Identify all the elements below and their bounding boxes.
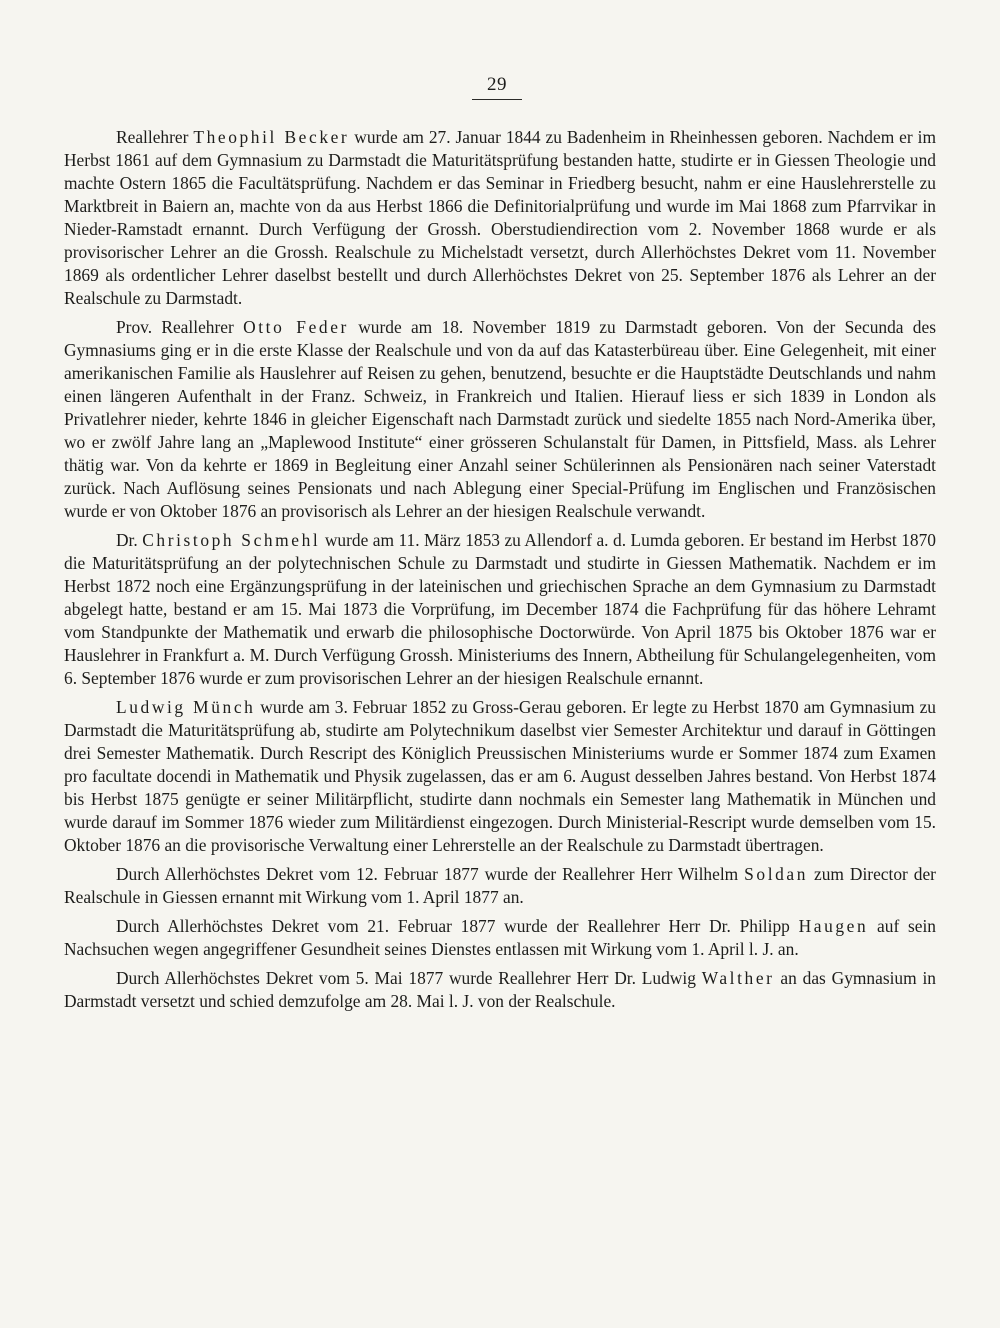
paragraph-text: auf sein Nachsuchen wegen angegriffener Gesundheit seines Dienstes entlassen mit Wirkung vom 1. April l. J. an. bbox=[64, 916, 936, 959]
paragraph-lead: Prov. Reallehrer bbox=[116, 317, 244, 337]
person-name: Ludwig Münch bbox=[116, 697, 256, 717]
paragraph-lead: Durch Allerhöchstes Dekret vom 12. Februar 1877 wurde der Reallehrer Herr Wilhelm bbox=[116, 864, 745, 884]
page-number-rule bbox=[472, 99, 522, 100]
person-name: Theophil Becker bbox=[193, 127, 350, 147]
person-name: Otto Feder bbox=[243, 317, 349, 337]
page-number: 29 bbox=[487, 74, 507, 95]
person-name: Christoph Schmehl bbox=[142, 530, 321, 550]
paragraph-text: wurde am 18. November 1819 zu Darmstadt geboren. Von der Secunda des Gymnasiums ging er in die erste Klasse der Realschule und von da auf das Katasterbüreau über. Eine Gelegenheit, mit einer amerikanischen Familie als Hauslehrer auf Reisen zu gehen, benutzend, besuchte er die Hauptstädte Deutschlands und nahm einen längeren Aufenthalt in der Franz. Schweiz, in Frankreich und Italien. Hierauf liess er sich 1839 in London als Privatlehrer nieder, kehrte 1846 in gleicher Eigenschaft nach Darmstadt zurück und siedelte 1855 nach Nord-Amerika über, wo er zwölf Jahre lang an „Maplewood Institute“ einer grösseren Schulanstalt für Damen, in Pittsfield, Mass. als Lehrer thätig war. Von da kehrte er 1869 in Begleitung einer Anzahl seiner Schülerinnen als Pensionären nach seiner Vaterstadt zurück. Nach Auflösung seines Pensionats und nach Ablegung einer Special-Prüfung im Englischen und Französischen wurde er von Oktober 1876 an provisorisch als Lehrer an der hiesigen Realschule verwandt. bbox=[64, 317, 936, 521]
paragraph-text: wurde am 11. März 1853 zu Allendorf a. d. Lumda geboren. Er bestand im Herbst 1870 die Maturitätsprüfung an der polytechnischen Schule zu Darmstadt und studirte in Giessen Mathematik. Nachdem er im Herbst 1872 noch eine Ergänzungsprüfung in der lateinischen und griechischen Sprache an dem Gymnasium zu Darmstadt abgelegt hatte, bestand er am 15. Mai 1873 die Vorprüfung, im December 1874 die Fachprüfung für das höhere Lehramt vom Standpunkte der Mathematik und erwarb die philosophische Doctorwürde. Von April 1875 bis Oktober 1876 war er Hauslehrer in Frankfurt a. M. Durch Verfügung Grossh. Ministeriums des Innern, Abtheilung für Schulangelegenheiten, vom 6. September 1876 wurde er zum provisorischen Lehrer an der hiesigen Realschule ernannt. bbox=[64, 530, 936, 688]
paragraph-lead: Reallehrer bbox=[116, 127, 194, 147]
paragraph-lead: Dr. bbox=[116, 530, 143, 550]
paragraph-haugen bbox=[64, 915, 936, 961]
paragraph-soldan bbox=[64, 863, 936, 909]
paragraph-feder bbox=[64, 316, 936, 523]
paragraph-lead: Durch Allerhöchstes Dekret vom 5. Mai 1877 wurde Reallehrer Herr Dr. Ludwig bbox=[116, 968, 702, 988]
person-name: Walther bbox=[701, 968, 775, 988]
person-name: Soldan bbox=[744, 864, 809, 884]
paragraph-becker bbox=[64, 126, 936, 310]
paragraph-text: zum Director der Realschule in Giessen ernannt mit Wirkung vom 1. April 1877 an. bbox=[64, 864, 936, 907]
person-name: Haugen bbox=[798, 916, 869, 936]
paragraph-walther bbox=[64, 967, 936, 1013]
paragraph-text: an das Gymnasium in Darmstadt versetzt und schied demzufolge am 28. Mai l. J. von der Realschule. bbox=[64, 968, 937, 1011]
paragraph-text: wurde am 27. Januar 1844 zu Badenheim in Rheinhessen geboren. Nachdem er im Herbst 1861 auf dem Gymnasium zu Darmstadt die Maturitätsprüfung bestanden hatte, studirte er in Giessen Theologie und machte Ostern 1865 die Facultätsprüfung. Nachdem er das Seminar in Friedberg besucht, nahm er eine Hauslehrerstelle zu Marktbreit in Baiern an, machte von da aus Herbst 1866 die Definitorialprüfung und wurde im Mai 1868 zum Pfarrvikar in Nieder-Ramstadt ernannt. Durch Verfügung der Grossh. Oberstudiendirection vom 2. November 1868 wurde er als provisorischer Lehrer an die Grossh. Realschule zu Michelstadt versetzt, durch Allerhöchstes Dekret vom 11. November 1869 als ordentlicher Lehrer daselbst bestellt und durch Allerhöchstes Dekret von 25. September 1876 als Lehrer an der Realschule zu Darmstadt. bbox=[64, 127, 936, 308]
body-text bbox=[64, 126, 936, 1019]
paragraph-lead: Durch Allerhöchstes Dekret vom 21. Februar 1877 wurde der Reallehrer Herr Dr. Philipp bbox=[116, 916, 799, 936]
paragraph-muench bbox=[64, 696, 936, 857]
paragraph-text: wurde am 3. Februar 1852 zu Gross-Gerau geboren. Er legte zu Herbst 1870 am Gymnasium zu Darmstadt die Maturitätsprüfung ab, studirte am Polytechnikum daselbst vier Semester Architektur und darauf in Göttingen drei Semester Mathematik. Durch Rescript des Königlich Preussischen Ministeriums wurde er Sommer 1874 zum Examen pro facultate docendi in Mathematik und Physik zugelassen, das er am 6. August desselben Jahres bestand. Von Herbst 1874 bis Herbst 1875 genügte er seiner Militärpflicht, studirte dann nochmals ein Semester lang Mathematik in München und wurde darauf im Sommer 1876 wieder zum Militärdienst eingezogen. Durch Ministerial-Rescript wurde demselben vom 15. Oktober 1876 an die provisorische Verwaltung einer Lehrerstelle an der Realschule zu Darmstadt übertragen. bbox=[64, 697, 936, 855]
paragraph-schmehl bbox=[64, 529, 936, 690]
